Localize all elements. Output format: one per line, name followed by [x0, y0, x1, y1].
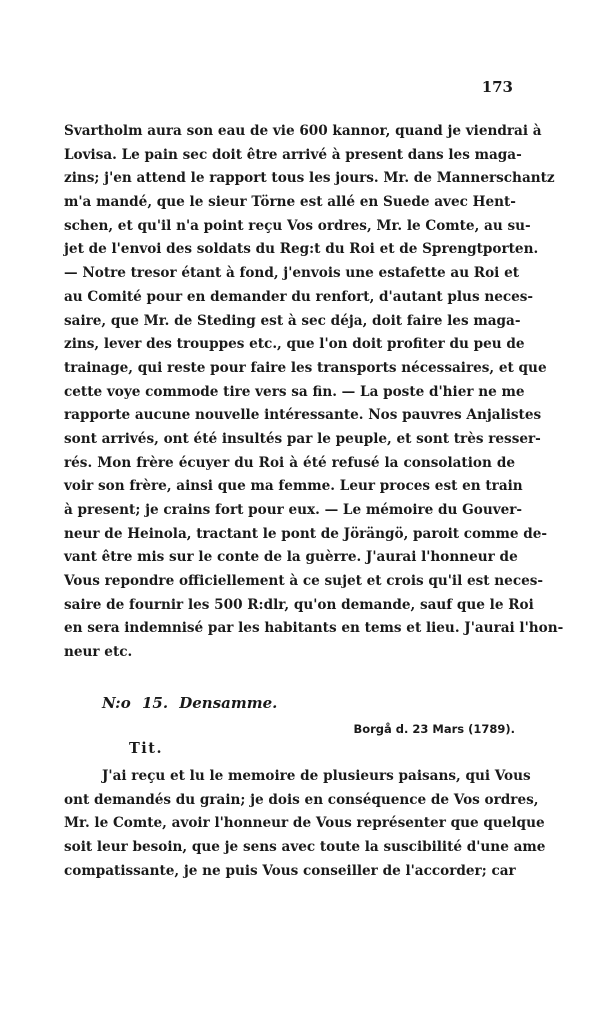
letter-heading: N:o 15. Densamme. [102, 694, 278, 712]
text-line: schen, et qu'il n'a point reçu Vos ordres, Mr. le Comte, au su- [64, 217, 531, 234]
text-line: Svartholm aura son eau de vie 600 kannor, quand je viendrai à [64, 123, 542, 139]
text-line: J'ai reçu et lu le memoire de plusieurs paisans, qui Vous [102, 768, 531, 784]
text-line: en sera indemnisé par les habitants en tems et lieu. J'aurai l'hon- [64, 620, 564, 637]
paragraph-1 [64, 120, 564, 665]
text-line: ont demandés du grain; je dois en conséquence de Vos ordres, [64, 791, 539, 808]
text-line: Lovisa. Le pain sec doit être arrivé à present dans les maga- [64, 146, 522, 163]
text-line: saire de fournir les 500 R:dlr, qu'on demande, sauf que le Roi [64, 596, 534, 613]
text-line: compatissante, je ne puis Vous conseiller de l'accorder; car [64, 862, 516, 879]
text-line: neur etc. [64, 644, 133, 661]
paragraph-2 [64, 765, 546, 883]
text-line: m'a mandé, que le sieur Törne est allé en Suede avec Hent- [64, 194, 516, 211]
text-line: — Notre tresor étant à fond, j'envois une estafette au Roi et [64, 265, 519, 282]
text-line: rés. Mon frère écuyer du Roi à été refusé la consolation de [64, 454, 515, 471]
text-line: cette voye commode tire vers sa fin. — La poste d'hier ne me [64, 383, 525, 400]
text-line: soit leur besoin, que je sens avec toute la suscibilité d'une ame [64, 839, 546, 856]
page-number: 173 [481, 78, 513, 96]
text-line: sont arrivés, ont été insultés par le peuple, et sont très resser- [64, 430, 541, 447]
text-line: trainage, qui reste pour faire les transports nécessaires, et que [64, 359, 547, 376]
text-line: neur de Heinola, tractant le pont de Jörängö, paroit comme de- [64, 525, 548, 542]
text-line: rapporte aucune nouvelle intéressante. Nos pauvres Anjalistes [64, 407, 542, 424]
text-line: saire, que Mr. de Steding est à sec déja, doit faire les maga- [64, 312, 521, 329]
text-line: à present; je crains fort pour eux. — Le mémoire du Gouver- [64, 502, 523, 518]
text-line: Vous repondre officiellement à ce sujet et crois qu'il est neces- [64, 573, 544, 590]
text-line: Mr. le Comte, avoir l'honneur de Vous représenter que quelque [64, 815, 545, 832]
text-line: zins; j'en attend le rapport tous les jours. Mr. de Mannerschantz [64, 170, 555, 187]
letter-date: Borgå d. 23 Mars (1789). [353, 722, 515, 736]
salutation: Tit. [129, 740, 164, 757]
text-line: vant être mis sur le conte de la guèrre. J'aurai l'honneur de [64, 549, 518, 566]
text-line: zins, lever des trouppes etc., que l'on doit profiter du peu de [64, 336, 525, 353]
text-line: voir son frère, ainsi que ma femme. Leur proces est en train [64, 478, 523, 495]
text-line: jet de l'envoi des soldats du Reg:t du Roi et de Sprengtporten. [64, 241, 539, 258]
text-line: au Comité pour en demander du renfort, d'autant plus neces- [64, 288, 534, 305]
